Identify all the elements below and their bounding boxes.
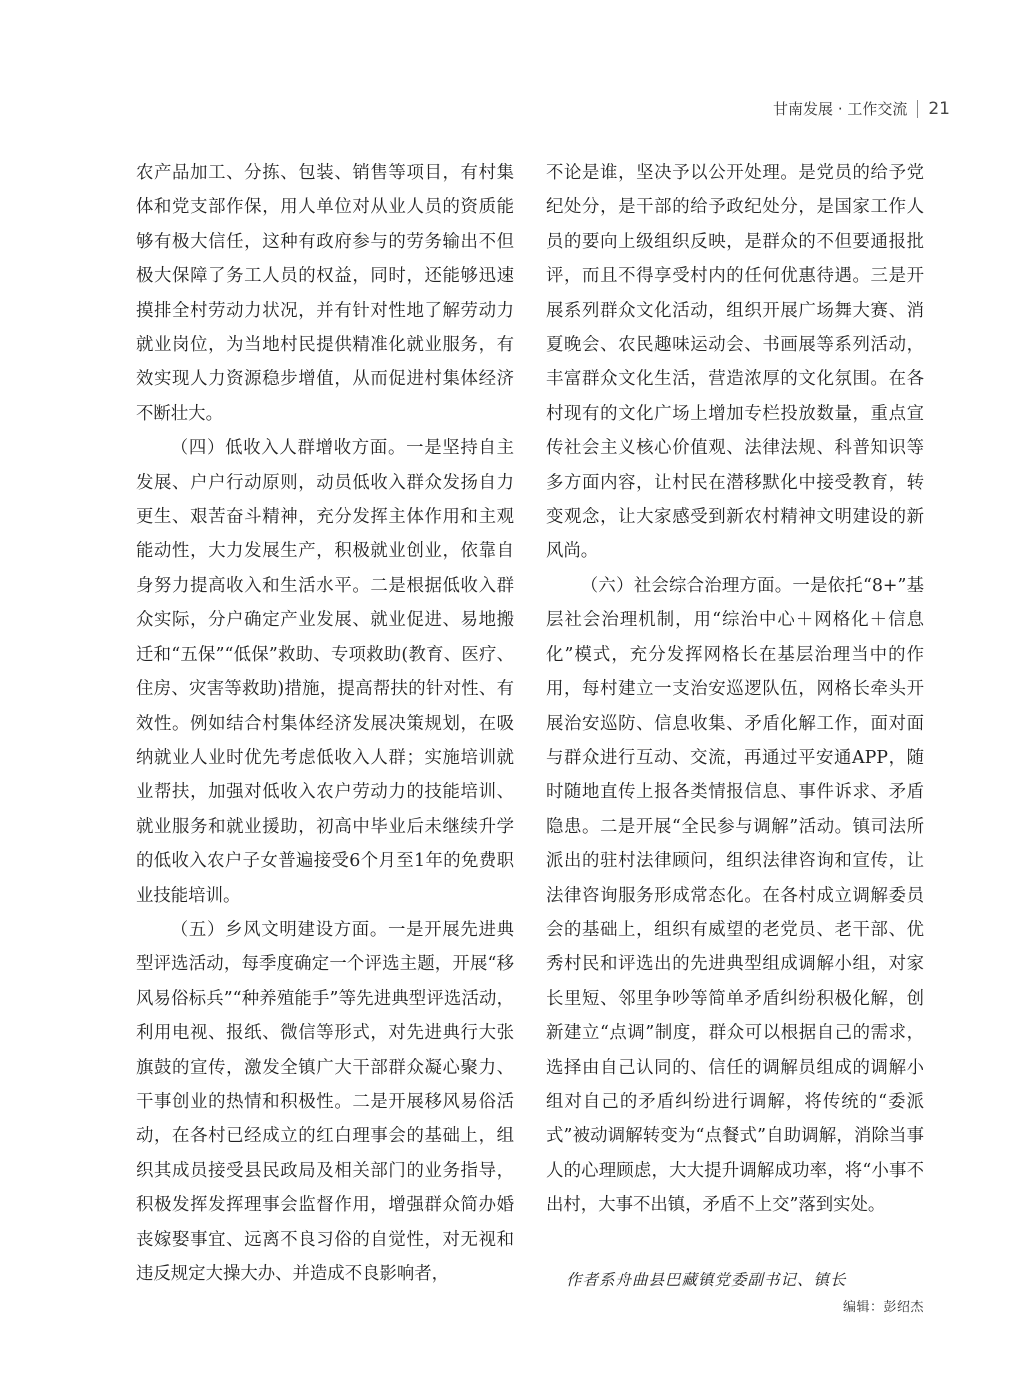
section-title: 甘南发展 · 工作交流 — [773, 100, 908, 118]
paragraph-continued: 农产品加工、分拣、包装、销售等项目，有村集体和党支部作保，用人单位对从业人员的资质能够有极大信任，这种有政府参与的劳务输出不但极大保障了务工人员的权益，同时，还能够迅速摸排全村劳动力状况，并有针对性地了解劳动力就业岗位，为当地村民提供精准化就业服务，有效实现人力资源稳步增值，从而促进村集体经济不断壮大。 — [136, 163, 514, 424]
paragraph-civilization: （五）乡风文明建设方面。一是开展先进典型评选活动，每季度确定一个评选主题，开展“移风易俗标兵”“种养殖能手”等先进典型评选活动，利用电视、报纸、微信等形式，对先进典行大张旗鼓的宣传，激发全镇广大干部群众凝心聚力、干事创业的热情和积极性。二是开展移风易俗活动，在各村已经成立的红白理事会的基础上，组织其成员接受县民政局及相关部门的业务指导，积极发挥发挥理事会监督作用，增强群众简办婚丧嫁娶事宜、远离不良习俗的自觉性，对无视和违反规定大操大办、并造成不良影响者， — [136, 919, 514, 1284]
right-column — [546, 156, 924, 1223]
header-divider — [917, 100, 918, 118]
editor-note: 编辑：彭绍杰 — [842, 1300, 924, 1315]
running-header — [773, 98, 950, 119]
page-number: 21 — [928, 98, 950, 119]
paragraph-governance: （六）社会综合治理方面。一是依托“8+”基层社会治理机制，用“综治中心＋网格化＋信息化”模式，充分发挥网格长在基层治理当中的作用，每村建立一支治安巡逻队伍，网格长牵头开展治安巡防、信息收集、矛盾化解工作，面对面与群众进行互动、交流，再通过平安通APP，随时随地直传上报各类情报信息、事件诉求、矛盾隐患。二是开展“全民参与调解”活动。镇司法所派出的驻村法律顾问，组织法律咨询和宣传，让法律咨询服务形成常态化。在各村成立调解委员会的基础上，组织有威望的老党员、老干部、优秀村民和评选出的先进典型组成调解小组，对家长里短、邻里争吵等简单矛盾纠纷积极化解，创新建立“点调”制度，群众可以根据自己的需求，选择由自己认同的、信任的调解员组成的调解小组对自己的矛盾纠纷进行调解，将传统的“委派式”被动调解转变为“点餐式”自助调解，消除当事人的心理顾虑，大大提升调解成功率，将“小事不出村，大事不出镇，矛盾不上交”落到实处。 — [546, 575, 924, 1216]
left-column — [136, 156, 514, 1291]
author-note: 作者系舟曲县巴藏镇党委副书记、镇长 — [566, 1271, 847, 1289]
paragraph-low-income: （四）低收入人群增收方面。一是坚持自主发展、户户行动原则，动员低收入群众发扬自力更生、艰苦奋斗精神，充分发挥主体作用和主观能动性，大力发展生产，积极就业创业，依靠自身努力提高收入和生活水平。二是根据低收入群众实际，分户确定产业发展、就业促进、易地搬迁和“五保”“低保”救助、专项救助(教育、医疗、住房、灾害等救助)措施，提高帮扶的针对性、有效性。例如结合村集体经济发展决策规划，在吸纳就业人业时优先考虑低收入人群；实施培训就业帮扶，加强对低收入农户劳动力的技能培训、就业服务和就业援助，初高中毕业后未继续升学的低收入农户子女普遍接受6个月至1年的免费职业技能培训。 — [136, 438, 514, 906]
paragraph-continued-right: 不论是谁，坚决予以公开处理。是党员的给予党纪处分，是干部的给予政纪处分，是国家工作人员的要向上级组织反映，是群众的不但要通报批评，而且不得享受村内的任何优惠待遇。三是开展系列群众文化活动，组织开展广场舞大赛、消夏晚会、农民趣味运动会、书画展等系列活动，丰富群众文化生活，营造浓厚的文化氛围。在各村现有的文化广场上增加专栏投放数量，重点宣传社会主义核心价值观、法律法规、科普知识等多方面内容，让村民在潜移默化中接受教育，转变观念，让大家感受到新农村精神文明建设的新风尚。 — [546, 163, 924, 562]
